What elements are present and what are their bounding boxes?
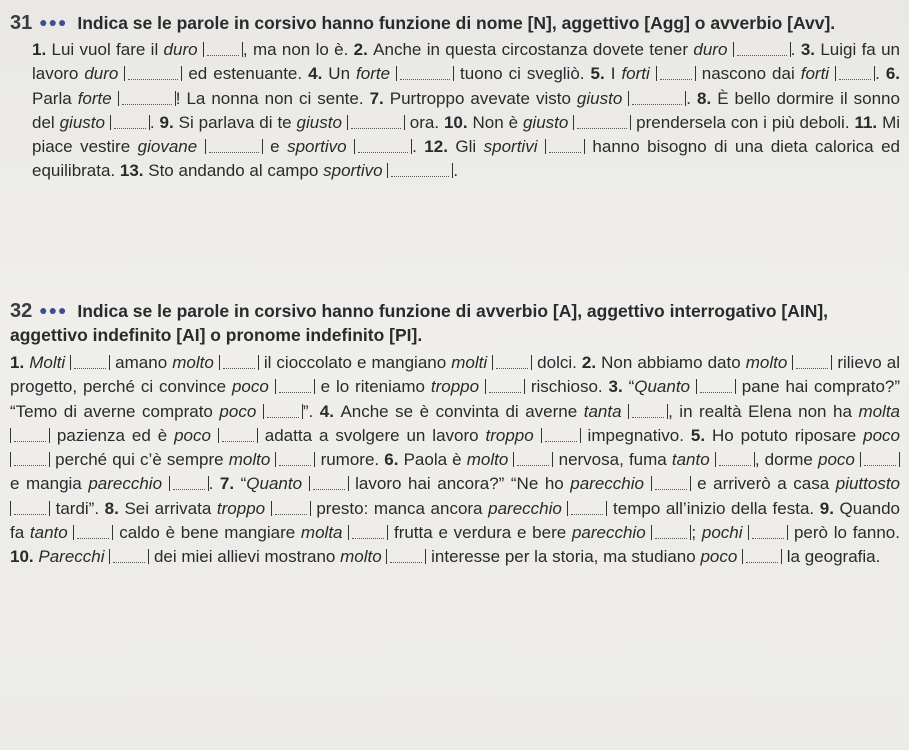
text-run: rilievo al progetto, perché ci convince [10,353,900,397]
text-run [211,426,218,445]
italic-word: giusto [576,88,623,108]
text-run: . [790,40,801,59]
answer-blank[interactable] [118,91,176,106]
italic-word: parecchio [488,498,562,518]
item-number: 4. [308,64,329,84]
italic-word: giovane [137,137,198,157]
item-number: 1. [32,40,52,59]
italic-word: troppo [430,377,480,397]
text-run: ! La nonna non ci sente. [175,88,370,108]
italic-word: forti [621,64,650,84]
italic-word: parecchio [571,523,646,543]
text-run: Ho potuto riposare [711,425,864,445]
text-run: caldo è bene mangiare [113,523,301,543]
answer-blank[interactable] [10,428,50,443]
exercise-31 [10,10,900,184]
item-number: 3. [608,377,629,397]
italic-word: parecchio [88,474,163,494]
text-run: Parla [32,88,78,108]
item-number: 12. [424,137,456,157]
item-number: 13. [119,161,149,181]
text-run: pane hai comprato?” “Temo di averne comprato [10,377,901,421]
text-run: tempo all’inizio della festa. [607,498,820,518]
answer-blank[interactable] [651,476,691,491]
text-run: . [453,161,459,181]
difficulty-dots-icon: ●●● [39,302,68,318]
text-run: , dorme [754,450,818,470]
italic-word: poco [700,547,738,567]
answer-blank[interactable] [492,355,532,370]
italic-word: molto [228,450,271,470]
italic-word: tanto [29,523,68,543]
text-run: frutta e verdura e bere [388,523,572,543]
difficulty-dots-icon: ●●● [39,14,68,30]
text-run: perché qui c’è sempre [50,450,229,470]
text-run: È bello dormire il sonno del [32,88,900,132]
italic-word: molta [300,523,343,543]
text-run: e [262,137,288,157]
text-run: impegnativo. [580,425,691,445]
italic-word: forte [77,88,112,108]
answer-blank[interactable] [541,428,581,443]
exercise-instruction: Indica se le parole in corsivo hanno funzione di avverbio [A], aggettivo interrogativo [AIN], aggettivo indefinito [AI] o pronome indefinito [PI]. [10,301,829,345]
italic-word: Molti [29,353,66,372]
answer-blank[interactable] [792,355,832,370]
item-number: 9. [159,112,179,132]
answer-blank[interactable] [73,525,113,540]
text-run: ”. [302,401,320,421]
italic-word: molti [451,353,488,372]
text-run: hanno bisogno di una dieta calorica ed equilibrata. [32,137,900,181]
italic-word: molto [466,450,509,470]
answer-blank[interactable] [715,452,755,467]
italic-word: troppo [216,498,266,518]
text-run [538,137,545,156]
text-run: dei miei allievi mostrano [149,547,341,567]
italic-word: pochi [701,523,743,543]
text-run: Si parlava di te [178,112,297,132]
exercise-32 [10,298,900,570]
italic-word: forti [800,64,830,84]
text-run: “ [628,377,635,397]
text-run: pazienza ed è [50,425,175,445]
text-run: “ [240,474,247,494]
italic-word: molto [172,353,214,372]
italic-word: giusto [522,112,569,132]
answer-blank[interactable] [347,115,405,130]
text-run: il cioccolato e mangiano [258,353,452,372]
answer-blank[interactable] [485,379,525,394]
text-run: Anche se è convinta di averne [340,401,584,421]
text-run: ; [691,523,702,543]
item-number: 2. [581,353,602,372]
text-run: Gli [455,137,484,157]
italic-word: sportivi [483,137,538,157]
exercise-number: 31 [10,12,33,34]
text-run: lavoro hai ancora?” “Ne ho [348,474,571,494]
italic-word: tanta [583,401,622,421]
answer-blank[interactable] [348,525,388,540]
text-run: però lo fanno. [788,523,900,543]
text-run: ora. [404,112,444,132]
text-run: . [412,137,425,157]
exercise-31-text [32,38,900,184]
answer-blank[interactable] [70,355,110,370]
answer-blank[interactable] [263,404,303,419]
exercise-32-text [10,351,900,570]
answer-blank[interactable] [396,66,454,81]
italic-word: poco [863,425,900,445]
answer-blank[interactable] [835,66,875,81]
text-run: , in realtà Elena non ha [668,401,859,421]
text-run: nascono dai [695,64,801,84]
text-run: Sei arrivata [124,498,217,518]
answer-blank[interactable] [124,66,182,81]
italic-word: tanto [671,450,710,470]
text-run: prendersela con i più deboli. [631,112,855,132]
text-run [534,426,541,445]
item-number: 7. [369,88,390,108]
item-number: 4. [319,401,341,421]
italic-word: Parecchi [38,547,105,567]
answer-blank[interactable] [696,379,736,394]
text-run: Luigi fa un lavoro [32,40,900,84]
text-run: rumore. [315,450,385,470]
text-run [347,137,354,156]
item-number: 2. [353,40,374,59]
italic-word: piuttosto [835,474,901,494]
answer-blank[interactable] [219,355,259,370]
text-run: Un [328,64,357,84]
italic-word: Quanto [246,474,303,494]
italic-word: sportivo [323,161,383,181]
answer-blank[interactable] [860,452,900,467]
text-run: I [610,64,622,84]
text-run: . [686,88,698,108]
text-run: Sto andando al campo [148,161,324,181]
answer-blank[interactable] [110,115,150,130]
text-run: . [875,64,886,84]
answer-blank[interactable] [218,428,258,443]
answer-blank[interactable] [733,42,791,57]
answer-blank[interactable] [275,452,315,467]
italic-word: duro [163,40,198,59]
italic-word: poco [219,401,257,421]
italic-word: giusto [296,112,342,132]
exercise-31-header [10,10,900,35]
answer-blank[interactable] [386,549,426,564]
item-number: 6. [384,450,404,470]
text-run: amano [110,353,173,372]
text-run: tuono ci svegliò. [454,64,591,84]
text-run: Purtroppo avevate visto [389,88,577,108]
italic-word: poco [817,450,855,470]
italic-word: giusto [59,112,105,132]
answer-blank[interactable] [651,525,691,540]
italic-word: poco [231,377,269,397]
italic-word: troppo [485,425,534,445]
answer-blank[interactable] [567,501,607,516]
text-run: , ma non lo è. [242,40,354,59]
answer-blank[interactable] [205,139,263,154]
answer-blank[interactable] [109,549,149,564]
text-run: ed estenuante. [182,64,309,84]
text-run: presto: manca ancora [310,498,489,518]
item-number: 8. [697,88,718,108]
answer-blank[interactable] [513,452,553,467]
text-run: la geografia. [782,547,881,567]
text-run: Quando fa [10,498,901,543]
item-number: 10. [10,547,39,567]
answer-blank[interactable] [203,42,243,57]
italic-word: duro [693,40,728,59]
item-number: 6. [885,64,900,84]
text-run: adatta a svolgere un lavoro [257,425,486,445]
item-number: 11. [854,112,883,132]
text-run: Mi piace vestire [32,112,901,157]
item-number: 1. [10,353,30,372]
text-run [197,137,204,156]
text-run: dolci. [532,353,582,372]
text-run: Non abbiamo dato [601,353,746,372]
exercise-32-header [10,298,900,347]
answer-blank[interactable] [742,549,782,564]
answer-blank[interactable] [169,476,209,491]
answer-blank[interactable] [628,404,668,419]
item-number: 10. [443,112,473,132]
text-run: Lui vuol fare il [51,40,164,59]
text-run: tardi”. [50,498,105,518]
italic-word: molta [858,401,901,421]
text-run: e arriverò a casa [690,474,836,494]
text-run: nervosa, fuma [553,450,672,470]
italic-word: duro [84,64,119,84]
italic-word: Quanto [634,377,691,397]
item-number: 8. [104,498,125,518]
answer-blank[interactable] [354,139,412,154]
text-run: interesse per la storia, ma studiano [426,547,701,567]
answer-blank[interactable] [628,91,686,106]
italic-word: forte [356,64,391,84]
exercise-instruction: Indica se le parole in corsivo hanno funzione di nome [N], aggettivo [Agg] o avverbio [Avv]. [77,13,836,33]
italic-word: molto [745,353,788,372]
answer-blank[interactable] [545,139,585,154]
item-number: 7. [219,474,241,494]
text-run: . [149,112,160,132]
italic-word: poco [174,425,211,445]
show-through-text [0,725,909,750]
item-number: 5. [590,64,611,84]
text-run: Paola è [403,450,467,470]
item-number: 5. [690,425,712,445]
italic-word: sportivo [287,137,347,157]
text-run: Non è [472,112,523,132]
answer-blank[interactable] [275,379,315,394]
italic-word: molto [340,547,382,567]
item-number: 3. [800,40,821,59]
answer-blank[interactable] [748,525,788,540]
exercise-number: 32 [10,300,33,322]
answer-blank[interactable] [271,501,311,516]
answer-blank[interactable] [10,501,50,516]
text-run: e lo riteniamo [314,377,431,397]
answer-blank[interactable] [573,115,631,130]
answer-blank[interactable] [309,476,349,491]
text-run: e mangia [10,474,89,494]
text-run: . [208,474,220,494]
text-run: rischioso. [524,377,609,397]
italic-word: parecchio [570,474,644,494]
answer-blank[interactable] [656,66,696,81]
item-number: 9. [819,498,840,518]
answer-blank[interactable] [387,163,453,178]
answer-blank[interactable] [10,452,50,467]
text-run: Anche in questa circostanza dovete tener [373,40,694,59]
